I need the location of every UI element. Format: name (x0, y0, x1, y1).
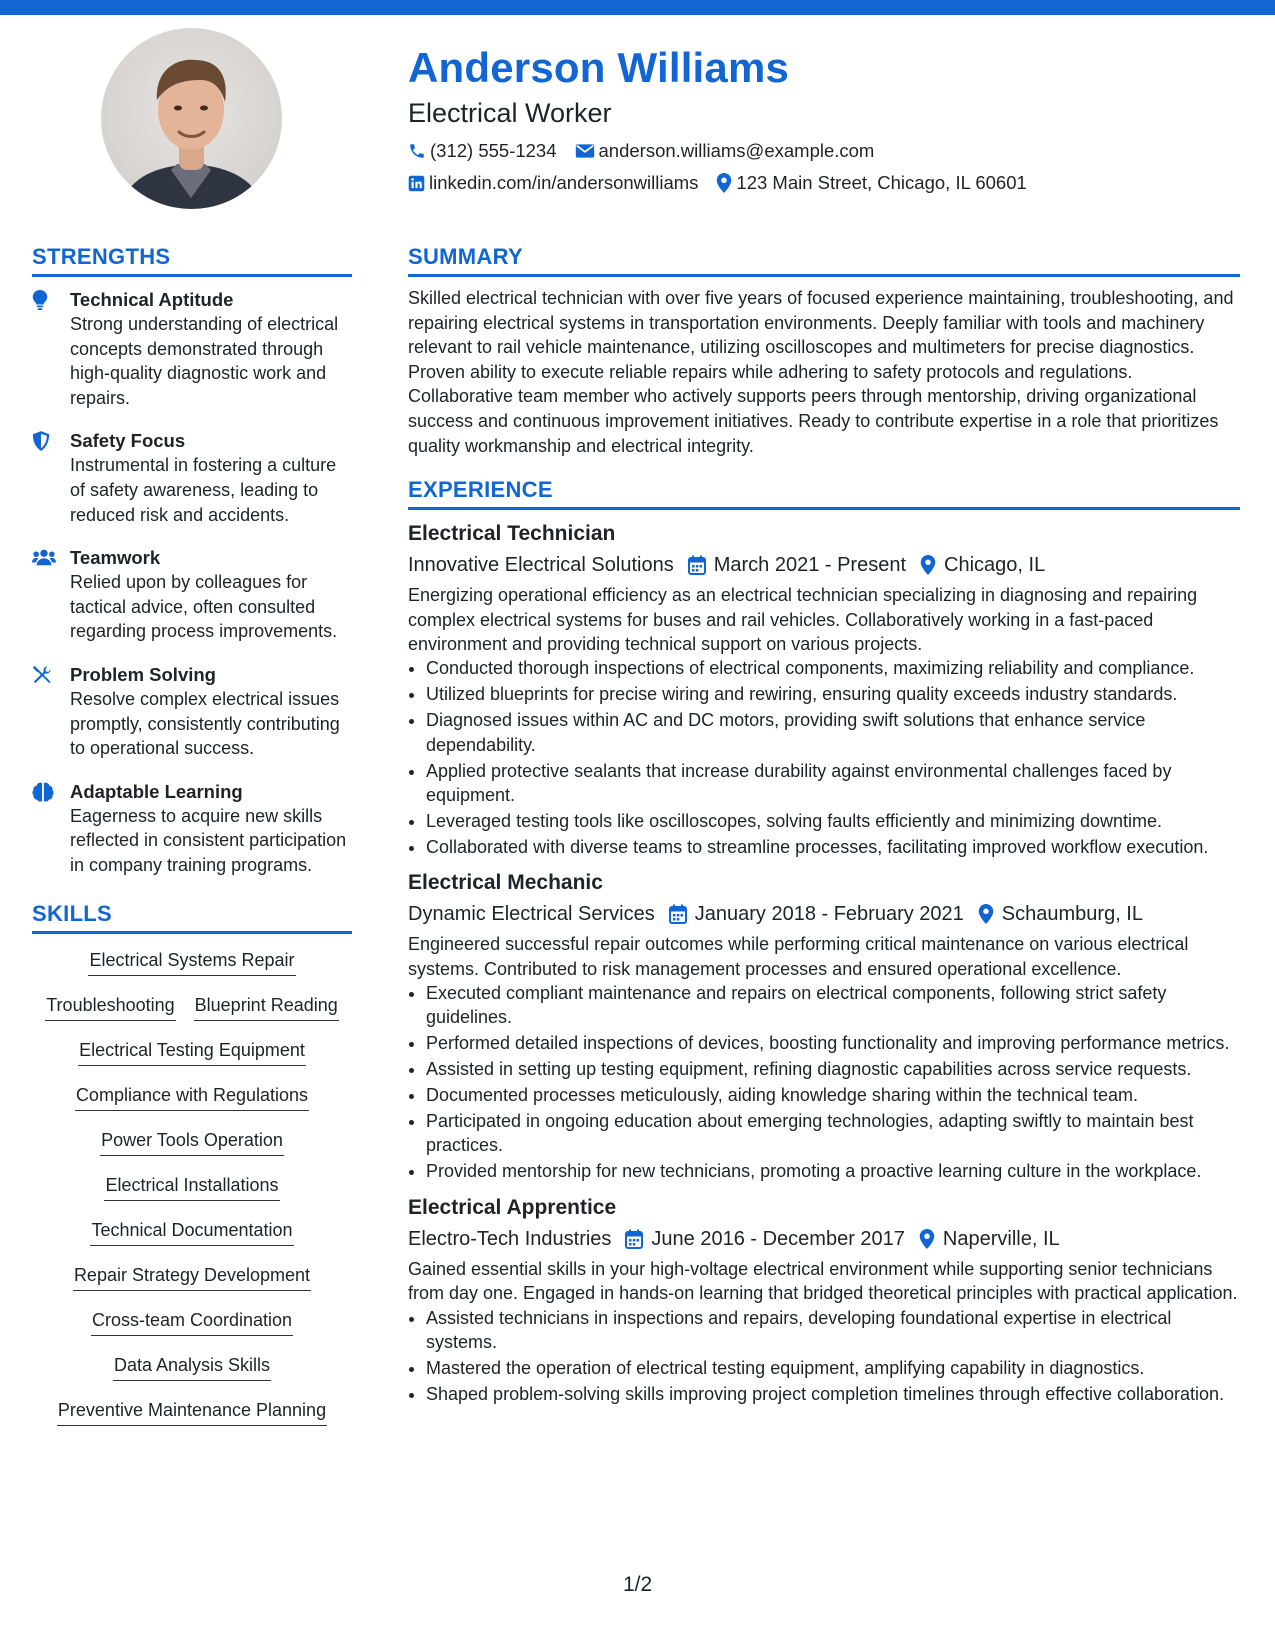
linkedin-icon (408, 175, 425, 192)
job-dates-text: June 2016 - December 2017 (651, 1227, 905, 1250)
strength-text: Instrumental in fostering a culture of safety awareness, leading to reduced risk and accidents. (70, 455, 337, 525)
address-contact (716, 171, 1026, 195)
job-bullet: • Mastered the operation of electrical testing equipment, amplifying capability in diagnostics. (426, 1356, 1240, 1380)
location-pin-icon (716, 173, 732, 193)
phone-contact[interactable] (408, 139, 557, 163)
job-bullet: • Diagnosed issues within AC and DC motors, providing swift solutions that enhance service dependability. (426, 708, 1240, 757)
job-title: Electrical Apprentice (408, 1195, 617, 1219)
strength-text: Resolve complex electrical issues promptly, consistently contributing to operational success. (70, 688, 340, 759)
strength-item (32, 662, 352, 761)
skill-tag: Repair Strategy Development (73, 1263, 311, 1291)
strength-item (32, 779, 352, 878)
location-pin-icon (978, 904, 994, 924)
job-bullet: • Provided mentorship for new technicians, promoting a proactive learning culture in the workplace. (426, 1159, 1240, 1183)
contact-row-1 (408, 135, 1238, 167)
job-bullet: • Shaped problem-solving skills improving project completion timelines through effective collaboration. (426, 1382, 1240, 1406)
job-location (978, 900, 1143, 928)
profile-photo (101, 28, 282, 209)
location-pin-icon (920, 555, 936, 575)
skill-tag: Cross-team Coordination (91, 1308, 293, 1336)
job-bullet: • Executed compliant maintenance and repairs on electrical components, following strict safety guidelines. (426, 981, 1240, 1030)
job-entry (408, 869, 1240, 1184)
linkedin-contact[interactable] (408, 171, 698, 195)
address-text: 123 Main Street, Chicago, IL 60601 (736, 172, 1027, 193)
location-pin-icon (919, 1229, 935, 1249)
job-bullet: • Assisted in setting up testing equipment, refining diagnostic capabilities across service requests. (426, 1057, 1240, 1081)
job-dates (625, 1225, 905, 1253)
job-location (920, 551, 1045, 579)
job-meta (408, 551, 1240, 579)
brain-icon (32, 782, 54, 802)
email-contact[interactable] (575, 139, 875, 163)
right-column (408, 243, 1240, 1416)
job-bullet: • Assisted technicians in inspections and repairs, developing foundational expertise in electrical systems. (426, 1306, 1240, 1355)
calendar-icon (625, 1229, 643, 1249)
job-title: Electrical Mechanic (408, 871, 603, 895)
left-column (32, 243, 352, 1443)
job-bullet: • Performed detailed inspections of devices, boosting functionality and improving performance metrics. (426, 1031, 1240, 1055)
job-location-text: Chicago, IL (944, 554, 1046, 577)
phone-icon (408, 142, 426, 160)
page-number: 1/2 (623, 1573, 653, 1596)
top-accent-bar (0, 0, 1275, 15)
users-icon (32, 548, 56, 566)
company-name: Electro-Tech Industries (408, 1227, 612, 1250)
summary-heading: SUMMARY (408, 243, 1240, 277)
strength-title: Technical Aptitude (70, 289, 234, 310)
job-bullet: • Documented processes meticulously, aiding knowledge sharing within the technical team. (426, 1083, 1240, 1107)
skill-tag: Preventive Maintenance Planning (57, 1398, 327, 1426)
skills-heading: SKILLS (32, 900, 352, 934)
strength-text: Eagerness to acquire new skills reflected in consistent participation in company training programs. (70, 805, 347, 875)
strength-title: Adaptable Learning (70, 780, 243, 802)
job-dates-text: March 2021 - Present (713, 554, 907, 577)
job-meta (408, 900, 1240, 928)
strength-text: Strong understanding of electrical concepts demonstrated through high-quality diagnostic work and repairs. (70, 314, 339, 408)
job-title: Electrical Technician (408, 522, 616, 546)
skill-tag: Blueprint Reading (194, 993, 339, 1021)
job-description: Engineered successful repair outcomes while performing critical maintenance on various electrical systems. Contributed to risk management processes and ensured operational excellence. (408, 934, 1189, 979)
job-location-text: Schaumburg, IL (1001, 903, 1143, 926)
strength-item (32, 428, 352, 527)
summary-text: Skilled electrical technician with over five years of focused experience maintaining, troubleshooting, and repairing electrical systems in transportation environments. Deeply familiar with tools and machinery relevant to rail vehicle maintenance, utilizing oscilloscopes and multimeters for precise diagnostics. Proven ability to execute reliable repairs while adhering to safety protocols and regulations. Collaborative team member who actively supports peers through mentorship, driving organizational success and continuous improvement initiatives. Ready to contribute expertise in a role that prioritizes quality workmanship and electrical integrity. (408, 288, 1234, 456)
calendar-icon (688, 555, 706, 575)
job-dates (669, 900, 964, 928)
skill-tag: Troubleshooting (45, 993, 175, 1021)
job-bullet: • Utilized blueprints for precise wiring and rewiring, ensuring quality exceeds industry standards. (426, 682, 1240, 706)
job-bullet: • Leveraged testing tools like oscilloscopes, solving faults efficiently and minimizing downtime. (426, 809, 1240, 833)
job-bullet: • Participated in ongoing education about emerging technologies, adapting swiftly to maintain best practices. (426, 1109, 1240, 1158)
phone-text: (312) 555-1234 (430, 140, 557, 161)
job-bullets (408, 981, 1240, 1184)
job-bullet: • Collaborated with diverse teams to streamline processes, facilitating improved workflow execution. (426, 835, 1240, 859)
strength-title: Safety Focus (70, 430, 186, 452)
job-bullet: • Applied protective sealants that increase durability against environmental challenges faced by equipment. (426, 759, 1240, 808)
contact-row-2 (408, 167, 1238, 199)
job-entry (408, 520, 1240, 859)
job-description: Gained essential skills in your high-voltage electrical environment while supporting senior technicians from day one. Engaged in hands-on learning that bridged theoretical principles with practical application. (408, 1258, 1238, 1304)
strengths-heading: STRENGTHS (32, 243, 352, 277)
job-bullet: • Conducted thorough inspections of electrical components, maximizing reliability and compliance. (426, 656, 1240, 680)
job-description: Energizing operational efficiency as an electrical technician specializing in diagnosing and repairing complex electrical systems for buses and rail vehicles. Collaboratively working in a fast-paced environment and providing technical support on various projects. (408, 585, 1198, 654)
lightbulb-icon (32, 290, 48, 310)
skill-tag: Data Analysis Skills (113, 1353, 271, 1381)
resume-header (408, 42, 1238, 199)
skill-tag: Electrical Systems Repair (88, 948, 295, 976)
skill-tag: Power Tools Operation (100, 1128, 284, 1156)
skill-tag: Technical Documentation (90, 1218, 293, 1246)
linkedin-text: linkedin.com/in/andersonwilliams (429, 172, 699, 193)
job-title-heading: Electrical Worker (408, 98, 612, 128)
job-location (919, 1225, 1060, 1253)
strength-title: Problem Solving (70, 663, 216, 685)
skills-list (32, 944, 352, 1443)
email-text: anderson.williams@example.com (598, 140, 875, 161)
envelope-icon (575, 143, 595, 159)
strength-text: Relied upon by colleagues for tactical advice, often consulted regarding process improvements. (70, 572, 338, 642)
candidate-name: Anderson Williams (408, 44, 790, 91)
strength-title: Teamwork (70, 547, 161, 569)
job-bullets (408, 1306, 1240, 1407)
skill-tag: Compliance with Regulations (75, 1083, 309, 1111)
strength-item (32, 287, 352, 410)
job-meta (408, 1225, 1240, 1253)
calendar-icon (669, 904, 687, 924)
job-bullets (408, 656, 1240, 859)
strength-item (32, 545, 352, 644)
job-location-text: Naperville, IL (942, 1227, 1060, 1250)
experience-heading: EXPERIENCE (408, 476, 1240, 510)
job-dates (688, 551, 906, 579)
company-name: Innovative Electrical Solutions (408, 554, 674, 577)
skill-tag: Electrical Testing Equipment (78, 1038, 306, 1066)
company-name: Dynamic Electrical Services (408, 903, 655, 926)
tools-icon (32, 665, 52, 685)
job-dates-text: January 2018 - February 2021 (694, 903, 964, 926)
profile-photo-illustration (101, 28, 282, 209)
shield-icon (32, 431, 50, 451)
skill-tag: Electrical Installations (104, 1173, 279, 1201)
job-entry (408, 1194, 1240, 1406)
